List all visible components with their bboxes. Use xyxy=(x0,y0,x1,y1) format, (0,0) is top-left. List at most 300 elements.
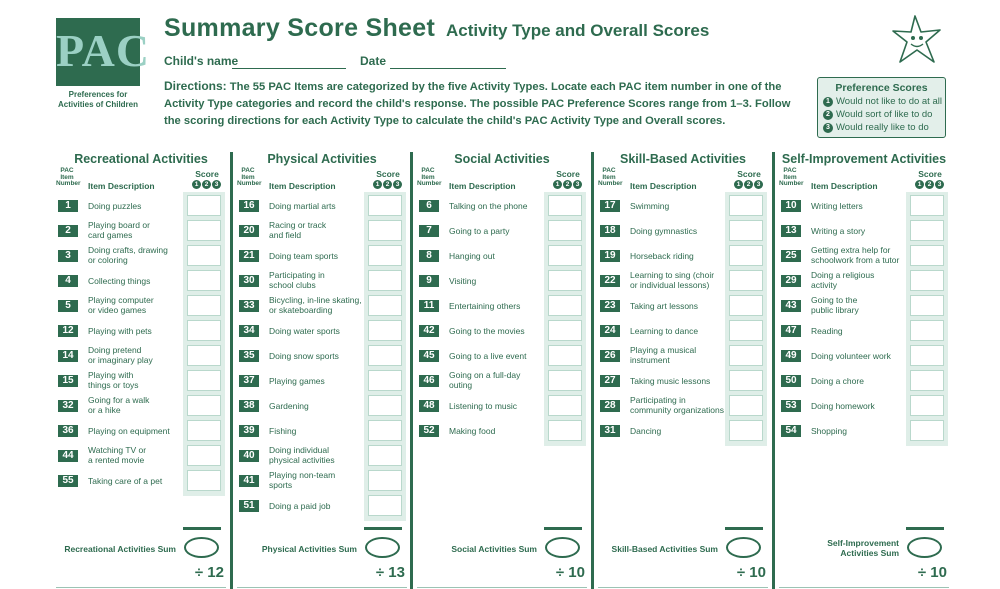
sum-label-line: Physical Activities Sum xyxy=(261,544,357,554)
preference-scores-title: Preference Scores xyxy=(835,82,928,94)
score-input-box[interactable] xyxy=(548,220,582,241)
item-number-badge: 14 xyxy=(58,350,78,362)
item-description-header: Item Description xyxy=(269,181,336,191)
item-description-line: a rented movie xyxy=(88,455,145,465)
date-label: Date xyxy=(360,54,387,68)
item-number-badge: 42 xyxy=(419,325,439,337)
item-description-line: Making food xyxy=(449,426,496,436)
item-number-badge: 51 xyxy=(239,500,259,512)
item-description-line: Visiting xyxy=(449,276,477,286)
score-input-box[interactable] xyxy=(910,395,944,416)
item-description-line: Talking on the phone xyxy=(449,201,528,211)
item-number-badge: 11 xyxy=(419,300,439,312)
column-social xyxy=(417,150,587,589)
item-number-header-line: Number xyxy=(598,180,623,187)
score-2-icon: 2 xyxy=(563,180,572,189)
sum-label-line: Recreational Activities Sum xyxy=(64,544,176,554)
item-number-badge: 33 xyxy=(239,300,259,312)
score-scale xyxy=(373,180,402,189)
item-number-header-line: Item xyxy=(602,173,616,181)
item-description xyxy=(811,426,911,436)
score-1-icon: 1 xyxy=(553,180,562,189)
item-number-badge: 38 xyxy=(239,400,259,412)
item-number-header-line: PAC xyxy=(60,167,74,174)
sum-input-oval[interactable] xyxy=(184,537,219,558)
item-description xyxy=(630,226,730,236)
item-description-line: and field xyxy=(269,230,302,240)
item-description xyxy=(811,201,911,211)
score-2-icon: 2 xyxy=(823,110,833,120)
item-description xyxy=(269,426,369,436)
sum-label-line: Self-Improvement xyxy=(827,538,899,548)
item-description-line: or a hike xyxy=(88,405,121,415)
item-description xyxy=(449,326,549,336)
score-input-box[interactable] xyxy=(729,320,763,341)
item-number-badge: 41 xyxy=(239,475,259,487)
item-description-line: community organizations xyxy=(630,405,725,415)
item-description xyxy=(811,295,911,315)
logo-letters: PAC xyxy=(56,25,151,76)
item-number-header-line: Item xyxy=(60,173,74,181)
item-description xyxy=(449,426,549,436)
item-description xyxy=(811,226,911,236)
item-description xyxy=(88,395,188,415)
score-1-icon: 1 xyxy=(734,180,743,189)
item-description xyxy=(88,345,188,365)
item-number-header-line: Item xyxy=(421,173,435,181)
item-description xyxy=(269,270,369,290)
item-number-badge: 29 xyxy=(781,275,801,287)
item-number-badge: 12 xyxy=(58,325,78,337)
item-description xyxy=(269,401,369,411)
directions xyxy=(164,78,800,130)
item-number-badge: 19 xyxy=(600,250,620,262)
score-input-box[interactable] xyxy=(368,420,402,441)
item-description-line: Doing water sports xyxy=(269,326,340,336)
column-recreational xyxy=(56,150,226,589)
page-title: Summary Score Sheet xyxy=(164,14,436,42)
sum-label-line: Social Activities Sum xyxy=(451,544,537,554)
divisor-label: ÷ 10 xyxy=(555,564,585,581)
item-description-line: Going to the xyxy=(811,295,858,305)
item-description-header: Item Description xyxy=(449,181,516,191)
item-number-badge: 6 xyxy=(419,200,439,212)
sum-rule xyxy=(725,527,763,530)
item-number-badge: 15 xyxy=(58,375,78,387)
item-number-badge: 7 xyxy=(419,225,439,237)
item-description xyxy=(269,220,369,240)
item-description xyxy=(449,370,549,390)
item-description xyxy=(630,270,730,290)
bottom-rule xyxy=(237,587,407,588)
bottom-rule xyxy=(417,587,587,588)
score-input-box[interactable] xyxy=(548,320,582,341)
divisor-label: ÷ 10 xyxy=(736,564,766,581)
score-input-box[interactable] xyxy=(548,270,582,291)
item-number-badge: 48 xyxy=(419,400,439,412)
star-mascot-icon xyxy=(888,10,946,68)
item-description xyxy=(630,376,730,386)
preference-row-1 xyxy=(823,96,942,107)
item-description xyxy=(88,245,188,265)
item-description xyxy=(449,276,549,286)
item-description-line: Learning to sing (choir xyxy=(630,270,715,280)
item-number-badge: 50 xyxy=(781,375,801,387)
item-number-badge: 27 xyxy=(600,375,620,387)
score-3-icon: 3 xyxy=(212,180,221,189)
score-input-box[interactable] xyxy=(729,420,763,441)
item-number-badge: 46 xyxy=(419,375,439,387)
score-header: Score xyxy=(556,169,580,179)
item-number-badge: 39 xyxy=(239,425,259,437)
item-number-header xyxy=(56,167,81,188)
item-number-badge: 18 xyxy=(600,225,620,237)
item-description-line: Playing board or xyxy=(88,220,150,230)
item-description xyxy=(811,326,911,336)
score-input-box[interactable] xyxy=(187,395,221,416)
column-title: Social Activities xyxy=(454,152,550,166)
item-description-line: Doing individual xyxy=(269,445,330,455)
score-input-box[interactable] xyxy=(548,345,582,366)
item-description-line: Going on a full-day xyxy=(449,370,521,380)
item-description-line: Participating in xyxy=(630,395,686,405)
item-description-line: Doing a chore xyxy=(811,376,864,386)
score-scale xyxy=(192,180,221,189)
score-input-box[interactable] xyxy=(368,270,402,291)
score-input-box[interactable] xyxy=(548,195,582,216)
item-description xyxy=(88,276,188,286)
score-scale xyxy=(553,180,582,189)
bottom-rule xyxy=(779,587,949,588)
score-input-box[interactable] xyxy=(368,245,402,266)
item-description-line: Doing a religious xyxy=(811,270,875,280)
sum-rule xyxy=(183,527,221,530)
divisor-label: ÷ 10 xyxy=(917,564,947,581)
item-number-badge: 49 xyxy=(781,350,801,362)
item-number-badge: 54 xyxy=(781,425,801,437)
item-description xyxy=(630,395,730,415)
item-number-header-line: Number xyxy=(417,180,442,187)
item-description xyxy=(269,470,369,490)
bottom-rule xyxy=(56,587,226,588)
item-number-badge: 1 xyxy=(58,200,78,212)
score-input-box[interactable] xyxy=(368,320,402,341)
item-description-line: Doing volunteer work xyxy=(811,351,891,361)
column-physical xyxy=(237,150,407,589)
score-input-box[interactable] xyxy=(729,395,763,416)
score-input-box[interactable] xyxy=(548,370,582,391)
score-input-box[interactable] xyxy=(729,245,763,266)
sum-label-line: Activities Sum xyxy=(840,548,899,558)
column-title: Physical Activities xyxy=(267,152,377,166)
score-input-box[interactable] xyxy=(729,370,763,391)
item-description-line: Watching TV or xyxy=(88,445,147,455)
directions-text: The 55 PAC Items are categorized by the five Activity Types. Locate each PAC item number in one of the Activity Type categories and record the child's response. The possible PAC Preference Scores range from 1–3. Follow the scoring directions for each Activity Type to calculate the child's PAC Activity Type and Overall scores. xyxy=(164,81,791,127)
score-input-box[interactable] xyxy=(729,295,763,316)
score-input-box[interactable] xyxy=(368,220,402,241)
item-description xyxy=(88,426,188,436)
preference-row-2 xyxy=(823,109,932,120)
item-number-badge: 5 xyxy=(58,300,78,312)
item-description xyxy=(269,501,369,511)
item-number-badge: 44 xyxy=(58,450,78,462)
item-number-header xyxy=(417,167,442,188)
score-input-box[interactable] xyxy=(187,370,221,391)
item-description-line: Taking music lessons xyxy=(630,376,711,386)
item-description-line: Going to a party xyxy=(449,226,510,236)
item-number-badge: 35 xyxy=(239,350,259,362)
item-number-badge: 23 xyxy=(600,300,620,312)
item-description-line: outing xyxy=(449,380,473,390)
score-input-box[interactable] xyxy=(910,220,944,241)
score-3-icon: 3 xyxy=(823,123,833,133)
score-input-box[interactable] xyxy=(187,470,221,491)
item-description-line: Doing homework xyxy=(811,401,875,411)
score-input-box[interactable] xyxy=(368,495,402,516)
score-input-box[interactable] xyxy=(729,345,763,366)
score-3-icon: 3 xyxy=(935,180,944,189)
item-number-header-line: PAC xyxy=(783,167,797,174)
item-description-line: Going to a live event xyxy=(449,351,527,361)
score-1-icon: 1 xyxy=(373,180,382,189)
item-description-line: Playing a musical xyxy=(630,345,697,355)
item-description-line: Playing with pets xyxy=(88,326,152,336)
pac-logo xyxy=(56,18,151,113)
item-number-badge: 36 xyxy=(58,425,78,437)
score-input-box[interactable] xyxy=(187,345,221,366)
item-description-line: Doing martial arts xyxy=(269,201,336,211)
item-description-line: Horseback riding xyxy=(630,251,694,261)
score-input-box[interactable] xyxy=(910,370,944,391)
item-number-header xyxy=(237,167,262,188)
score-header: Score xyxy=(918,169,942,179)
bottom-rule xyxy=(598,587,768,588)
column-divider xyxy=(772,152,775,589)
item-description xyxy=(449,351,549,361)
score-input-box[interactable] xyxy=(729,220,763,241)
score-header: Score xyxy=(737,169,761,179)
score-input-box[interactable] xyxy=(187,420,221,441)
score-input-box[interactable] xyxy=(548,395,582,416)
item-description xyxy=(88,370,188,390)
item-description xyxy=(88,476,188,486)
score-input-box[interactable] xyxy=(368,470,402,491)
item-number-badge: 26 xyxy=(600,350,620,362)
score-input-box[interactable] xyxy=(729,270,763,291)
sum-label-line: Skill-Based Activities Sum xyxy=(611,544,718,554)
column-skill-based xyxy=(598,150,768,589)
item-description-line: or video games xyxy=(88,305,147,315)
sum-label xyxy=(56,544,176,554)
score-input-box[interactable] xyxy=(910,195,944,216)
item-description xyxy=(269,326,369,336)
score-3-icon: 3 xyxy=(754,180,763,189)
item-description xyxy=(630,426,730,436)
score-input-box[interactable] xyxy=(187,245,221,266)
score-3-icon: 3 xyxy=(393,180,402,189)
sum-input-oval[interactable] xyxy=(545,537,580,558)
score-input-box[interactable] xyxy=(368,295,402,316)
item-number-badge: 10 xyxy=(781,200,801,212)
score-input-box[interactable] xyxy=(368,370,402,391)
item-number-badge: 13 xyxy=(781,225,801,237)
score-2-icon: 2 xyxy=(744,180,753,189)
column-self-improvement xyxy=(779,150,949,589)
item-description xyxy=(811,376,911,386)
item-description xyxy=(88,201,188,211)
item-description xyxy=(88,326,188,336)
score-input-box[interactable] xyxy=(368,195,402,216)
sum-label xyxy=(237,544,357,554)
item-number-header-line: Item xyxy=(241,173,255,181)
item-description-line: activity xyxy=(811,280,837,290)
item-description xyxy=(449,301,549,311)
score-input-box[interactable] xyxy=(187,220,221,241)
item-number-header-line: PAC xyxy=(421,167,435,174)
score-input-box[interactable] xyxy=(187,195,221,216)
item-number-badge: 3 xyxy=(58,250,78,262)
item-description-header: Item Description xyxy=(630,181,697,191)
sum-rule xyxy=(364,527,402,530)
item-description-header: Item Description xyxy=(811,181,878,191)
divisor-label: ÷ 12 xyxy=(194,564,224,581)
item-description-line: Dancing xyxy=(630,426,662,436)
sum-label xyxy=(598,544,718,554)
directions-lead: Directions: xyxy=(164,79,227,93)
item-description-line: Playing games xyxy=(269,376,325,386)
item-description xyxy=(811,270,911,290)
score-input-box[interactable] xyxy=(548,295,582,316)
score-2-icon: 2 xyxy=(383,180,392,189)
column-title: Recreational Activities xyxy=(74,152,208,166)
item-number-badge: 55 xyxy=(58,475,78,487)
score-input-box[interactable] xyxy=(729,195,763,216)
item-description-line: Taking art lessons xyxy=(630,301,699,311)
item-description xyxy=(269,201,369,211)
item-description xyxy=(449,401,549,411)
item-number-header-line: PAC xyxy=(602,167,616,174)
item-description-line: or coloring xyxy=(88,255,128,265)
logo-tagline-1: Preferences for xyxy=(68,90,128,99)
item-description xyxy=(630,251,730,261)
sum-input-oval[interactable] xyxy=(907,537,942,558)
score-input-box[interactable] xyxy=(910,420,944,441)
item-description-header: Item Description xyxy=(88,181,155,191)
score-input-box[interactable] xyxy=(368,345,402,366)
item-number-badge: 52 xyxy=(419,425,439,437)
sum-rule xyxy=(906,527,944,530)
item-description-line: or imaginary play xyxy=(88,355,153,365)
score-header: Score xyxy=(195,169,219,179)
score-scale xyxy=(915,180,944,189)
item-description-line: Going for a walk xyxy=(88,395,150,405)
score-input-box[interactable] xyxy=(910,270,944,291)
item-description xyxy=(88,445,188,465)
item-number-badge: 22 xyxy=(600,275,620,287)
item-description-line: Swimming xyxy=(630,201,670,211)
column-divider xyxy=(591,152,594,589)
item-description xyxy=(449,201,549,211)
score-input-box[interactable] xyxy=(910,245,944,266)
item-description-line: school clubs xyxy=(269,280,316,290)
item-description xyxy=(269,351,369,361)
item-number-badge: 45 xyxy=(419,350,439,362)
score-input-box[interactable] xyxy=(548,245,582,266)
item-description xyxy=(269,445,369,465)
item-description-line: Listening to music xyxy=(449,401,518,411)
item-description-line: Learning to dance xyxy=(630,326,699,336)
column-title: Self-Improvement Activities xyxy=(781,152,947,166)
item-description xyxy=(630,345,730,365)
item-number-badge: 4 xyxy=(58,275,78,287)
score-2-icon: 2 xyxy=(925,180,934,189)
score-input-box[interactable] xyxy=(548,420,582,441)
preference-text: Would not like to do at all xyxy=(836,96,942,107)
item-description-line: card games xyxy=(88,230,133,240)
item-number-badge: 21 xyxy=(239,250,259,262)
item-number-header-line: PAC xyxy=(241,167,255,174)
item-description-line: Writing a story xyxy=(811,226,866,236)
score-input-box[interactable] xyxy=(368,445,402,466)
item-number-header xyxy=(779,167,804,188)
item-description-line: Doing pretend xyxy=(88,345,142,355)
column-divider xyxy=(230,152,233,589)
item-description-line: Getting extra help for xyxy=(811,245,891,255)
score-header: Score xyxy=(376,169,400,179)
score-input-box[interactable] xyxy=(368,395,402,416)
item-description-line: Bicycling, in-line skating, xyxy=(269,295,362,305)
score-input-box[interactable] xyxy=(910,320,944,341)
item-number-badge: 34 xyxy=(239,325,259,337)
item-number-header-line: Number xyxy=(56,180,81,187)
item-description-line: Entertaining others xyxy=(449,301,521,311)
item-description-line: Doing crafts, drawing xyxy=(88,245,168,255)
score-input-box[interactable] xyxy=(187,295,221,316)
score-input-box[interactable] xyxy=(187,320,221,341)
score-input-box[interactable] xyxy=(910,345,944,366)
date-field[interactable] xyxy=(390,68,506,69)
sum-input-oval[interactable] xyxy=(365,537,400,558)
item-description-line: Taking care of a pet xyxy=(88,476,163,486)
sum-input-oval[interactable] xyxy=(726,537,761,558)
item-number-header-line: Number xyxy=(237,180,262,187)
item-description-line: instrument xyxy=(630,355,670,365)
item-description-line: Gardening xyxy=(269,401,309,411)
item-number-badge: 43 xyxy=(781,300,801,312)
item-description-line: sports xyxy=(269,480,293,490)
item-number-badge: 20 xyxy=(239,225,259,237)
item-description-line: things or toys xyxy=(88,380,139,390)
item-description-line: Fishing xyxy=(269,426,297,436)
item-description-line: Doing a paid job xyxy=(269,501,331,511)
item-description-line: schoolwork from a tutor xyxy=(811,255,900,265)
child-name-field[interactable] xyxy=(232,68,346,69)
item-description-line: Participating in xyxy=(269,270,325,280)
item-description-line: or skateboarding xyxy=(269,305,333,315)
item-description-line: Playing non-team xyxy=(269,470,336,480)
item-description-line: public library xyxy=(811,305,859,315)
item-number-badge: 37 xyxy=(239,375,259,387)
score-input-box[interactable] xyxy=(910,295,944,316)
score-input-box[interactable] xyxy=(187,270,221,291)
item-description-line: or individual lessons) xyxy=(630,280,710,290)
item-description xyxy=(630,201,730,211)
item-number-badge: 28 xyxy=(600,400,620,412)
item-description xyxy=(269,295,369,315)
score-1-icon: 1 xyxy=(823,97,833,107)
score-input-box[interactable] xyxy=(187,445,221,466)
item-description xyxy=(88,295,188,315)
